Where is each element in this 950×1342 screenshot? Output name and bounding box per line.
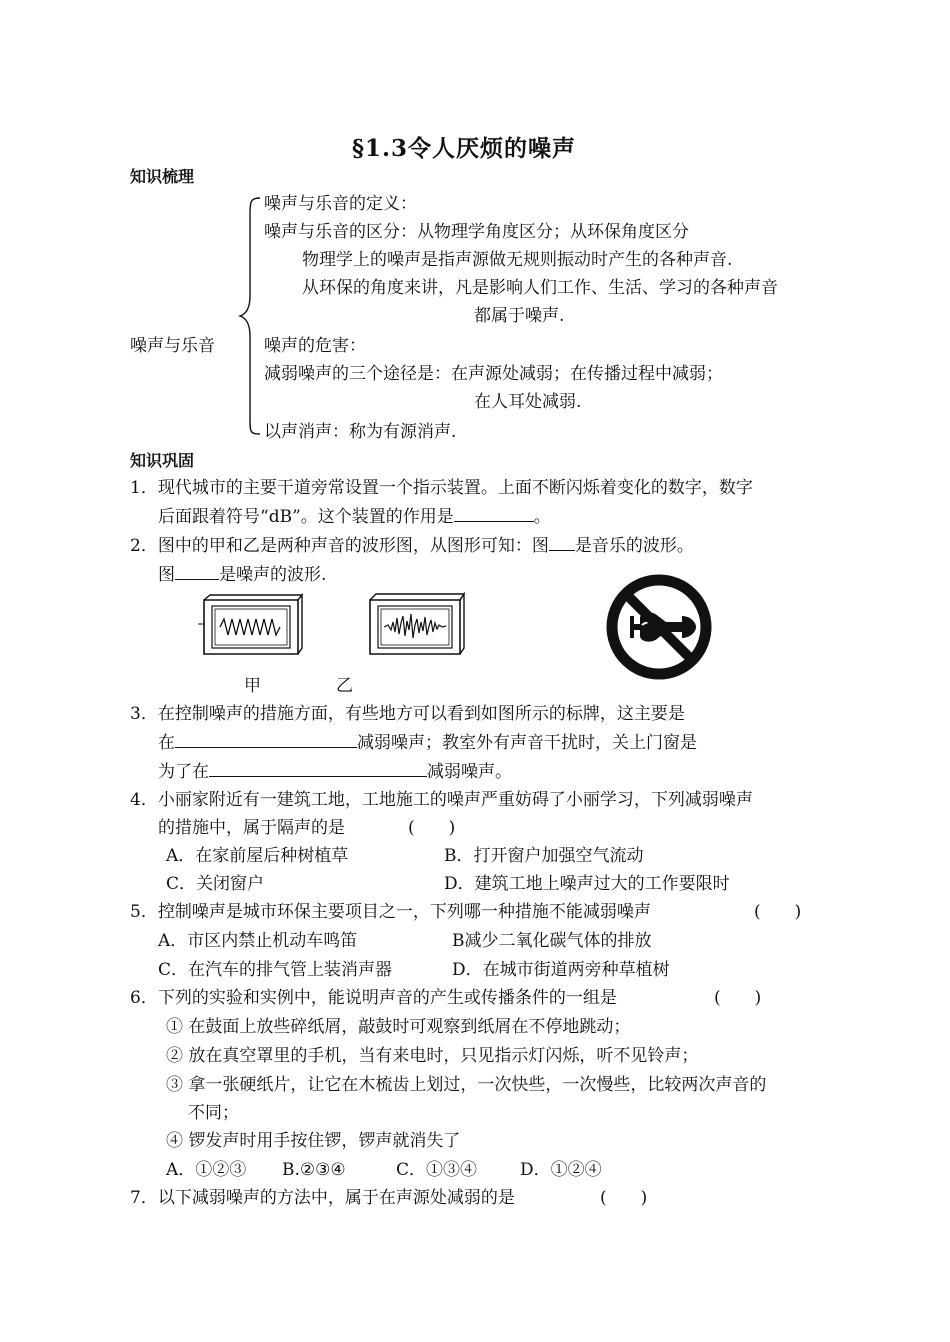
q3-text-c: 减弱噪声；教室外有声音干扰时，关上门窗是	[357, 733, 697, 753]
q6-item-2: ② 放在真空罩里的手机，当有来电时，只见指示灯闪烁，听不见铃声；	[166, 1046, 699, 1066]
question-5: 5．控制噪声是城市环保主要项目之一，下列哪一种措施不能减弱噪声	[130, 902, 651, 922]
q3-answer-blank-1[interactable]	[175, 729, 357, 748]
q5-option-d[interactable]: D．在城市街道两旁种草植树	[452, 960, 670, 980]
question-4-cont: 的措施中，属于隔声的是	[158, 818, 345, 838]
waveform-noise-icon	[366, 592, 468, 658]
review-line: 噪声与乐音的定义：	[264, 194, 417, 214]
review-line: 在人耳处减弱.	[474, 392, 582, 412]
q1-text: 后面跟着符号“dB”。这个装置的作用是	[158, 507, 454, 527]
review-line: 噪声与乐音的区分：从物理学角度区分；从环保角度区分	[264, 222, 689, 242]
question-6: 6．下列的实验和实例中，能说明声音的产生或传播条件的一组是	[130, 988, 617, 1008]
q5-answer-paren[interactable]: ( )	[754, 902, 802, 922]
q2-answer-blank-1[interactable]	[549, 532, 575, 551]
review-heading: 知识梳理	[130, 167, 195, 186]
question-1: 1．现代城市的主要干道旁常设置一个指示装置。上面不断闪烁着变化的数字，数字	[130, 478, 753, 498]
q2-text: 2．图中的甲和乙是两种声音的波形图，从图形可知：图	[130, 536, 549, 556]
review-line: 以声消声：称为有源消声.	[264, 422, 457, 442]
question-2	[130, 532, 694, 560]
q1-end: 。	[533, 507, 551, 527]
q6-item-1: ① 在鼓面上放些碎纸屑，敲鼓时可观察到纸屑在不停地跳动；	[166, 1017, 631, 1037]
figure-label-yi: 乙	[336, 676, 353, 696]
question-3-cont-2	[158, 758, 512, 786]
q2-answer-blank-2[interactable]	[175, 561, 219, 580]
q6-item-4: ④ 锣发声时用手按住锣，锣声就消失了	[166, 1131, 461, 1151]
q5-option-b[interactable]: B减少二氧化碳气体的排放	[452, 931, 652, 951]
q6-option-b[interactable]: B.②③④	[282, 1160, 346, 1180]
q2-text-b: 是音乐的波形。	[574, 536, 694, 556]
q5-option-a[interactable]: A．市区内禁止机动车鸣笛	[158, 931, 358, 951]
question-2-cont	[158, 561, 326, 589]
q6-option-d[interactable]: D．①②④	[520, 1160, 602, 1180]
q4-option-d[interactable]: D．建筑工地上噪声过大的工作要限时	[444, 874, 730, 894]
q6-answer-paren[interactable]: ( )	[714, 988, 762, 1008]
review-line: 减弱噪声的三个途径是：在声源处减弱；在传播过程中减弱；	[264, 364, 723, 384]
waveform-regular-icon	[196, 594, 306, 656]
question-4: 4．小丽家附近有一建筑工地，工地施工的噪声严重妨碍了小丽学习，下列减弱噪声	[130, 790, 753, 810]
q4-option-c[interactable]: C．关闭窗户	[166, 874, 265, 894]
question-3: 3．在控制噪声的措施方面，有些地方可以看到如图所示的标牌，这主要是	[130, 704, 685, 724]
q4-answer-paren[interactable]: ( )	[408, 818, 456, 838]
question-7: 7．以下减弱噪声的方法中，属于在声源处减弱的是	[130, 1188, 515, 1208]
q3-text-b: 在	[158, 733, 175, 753]
figure-label-jia: 甲	[244, 676, 261, 696]
q3-text-d: 为了在	[158, 762, 209, 782]
review-line: 物理学上的噪声是指声源做无规则振动时产生的各种声音.	[302, 250, 733, 270]
question-1-cont	[158, 503, 551, 531]
q2-text-d: 是噪声的波形.	[219, 565, 327, 585]
q5-option-c[interactable]: C．在汽车的排气管上装消声器	[158, 960, 393, 980]
page-title: §1.3令人厌烦的噪声	[352, 135, 577, 162]
no-horn-sign-icon	[604, 572, 714, 682]
q2-text-c: 图	[158, 565, 175, 585]
q7-answer-paren[interactable]: ( )	[600, 1188, 648, 1208]
q4-option-b[interactable]: B．打开窗户加强空气流动	[444, 846, 644, 866]
review-root: 噪声与乐音	[130, 336, 215, 356]
q3-text-e: 减弱噪声。	[427, 762, 512, 782]
practice-heading: 知识巩固	[130, 451, 195, 470]
question-3-cont	[158, 729, 697, 757]
review-line: 从环保的角度来讲，凡是影响人们工作、生活、学习的各种声音	[302, 278, 778, 298]
review-line: 都属于噪声.	[474, 306, 565, 326]
q6-item-3: ③ 拿一张硬纸片，让它在木梳齿上划过，一次快些，一次慢些，比较两次声音的	[166, 1075, 767, 1095]
q6-item-3-cont: 不同；	[188, 1103, 239, 1123]
q3-answer-blank-2[interactable]	[209, 758, 427, 777]
q6-option-a[interactable]: A．①②③	[166, 1160, 247, 1180]
review-line: 噪声的危害：	[264, 336, 366, 356]
q1-answer-blank[interactable]	[454, 503, 534, 522]
q4-option-a[interactable]: A．在家前屋后种树植草	[166, 846, 349, 866]
q6-option-c[interactable]: C．①③④	[396, 1160, 478, 1180]
